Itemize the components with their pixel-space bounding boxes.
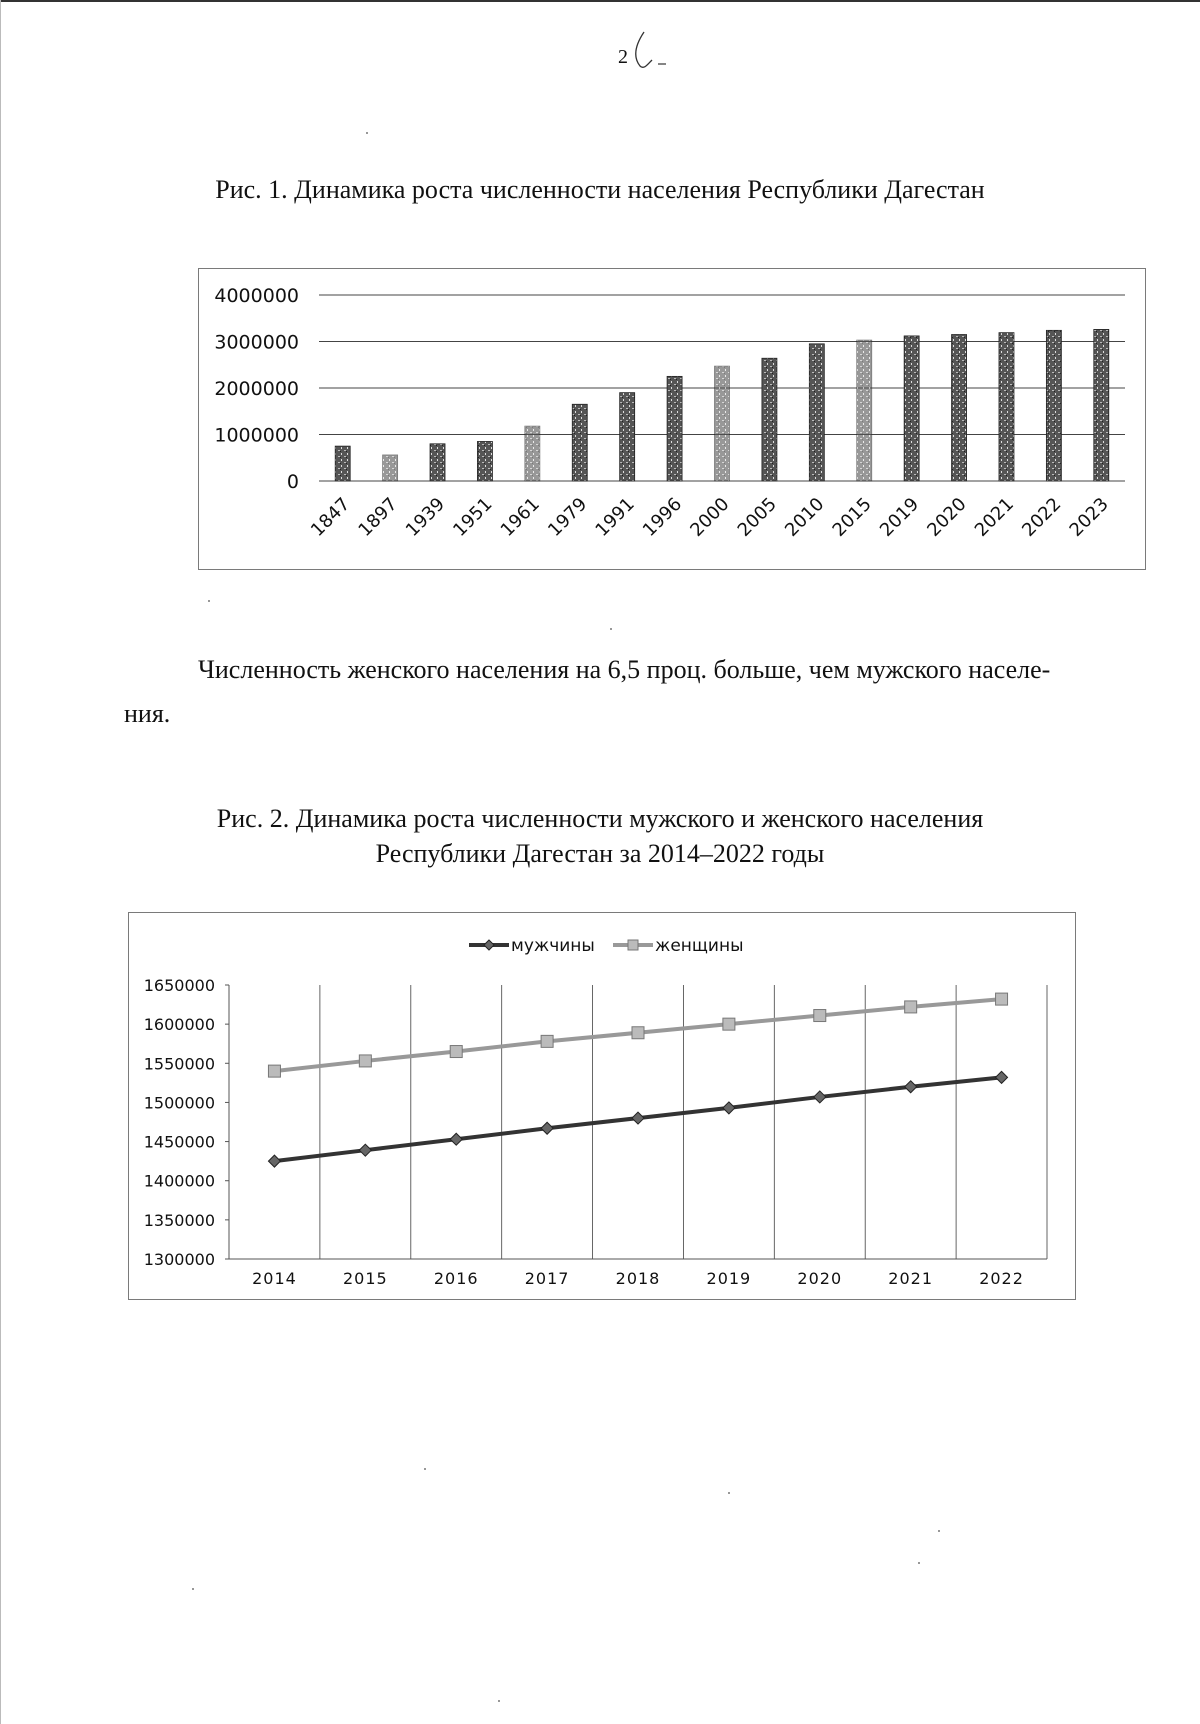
figure2-caption-line1: Рис. 2. Динамика роста численности мужского и женского населения xyxy=(216,804,984,833)
chart2-legend-label: женщины xyxy=(655,936,744,956)
chart1-y-tick-label: 3000000 xyxy=(214,331,299,354)
chart2-y-tick-label: 1500000 xyxy=(143,1093,215,1113)
paragraph-line1: Численность женского населения на 6,5 проц. больше, чем мужского населе- xyxy=(198,655,1051,684)
chart2-y-tick-label: 1400000 xyxy=(143,1171,215,1191)
chart1-bar xyxy=(1046,330,1061,481)
chart2-point-women xyxy=(996,993,1008,1005)
page-number: 2 xyxy=(618,46,628,68)
chart1-x-tick-label: 2000 xyxy=(686,493,734,541)
chart1-bar xyxy=(952,335,967,481)
chart1-x-tick-label: 2021 xyxy=(970,493,1019,541)
figure2-chart-frame xyxy=(128,912,1076,1300)
chart2-point-men xyxy=(632,1112,644,1124)
chart1-x-tick-label: 2019 xyxy=(875,493,924,541)
chart2-x-tick-label: 2015 xyxy=(342,1269,388,1288)
chart1-y-tick-label: 0 xyxy=(286,471,299,493)
scan-border-top xyxy=(0,0,1200,2)
chart1-bar xyxy=(620,393,635,481)
chart1-bar xyxy=(525,426,540,481)
figure1-caption: Рис. 1. Динамика роста численности населения Республики Дагестан xyxy=(215,175,985,204)
chart1-x-tick-label: 2023 xyxy=(1065,493,1113,541)
chart2-legend-label: мужчины xyxy=(511,936,595,956)
chart2-point-men xyxy=(359,1144,371,1156)
chart2-legend-marker xyxy=(484,940,494,950)
chart1-x-tick-label: 1996 xyxy=(638,493,687,541)
scan-speck xyxy=(208,600,210,602)
figure1-bar-chart xyxy=(199,269,1145,569)
chart2-point-men xyxy=(905,1081,917,1093)
chart2-point-men xyxy=(996,1071,1008,1083)
figure1-chart-frame xyxy=(198,268,1146,570)
chart2-point-men xyxy=(450,1133,462,1145)
chart1-bar xyxy=(809,344,824,481)
scan-speck xyxy=(610,628,612,630)
chart2-x-tick-label: 2022 xyxy=(979,1269,1024,1288)
chart2-x-tick-label: 2014 xyxy=(252,1269,297,1288)
chart1-bar xyxy=(715,366,730,481)
chart1-x-tick-label: 1951 xyxy=(449,493,497,541)
chart2-x-tick-label: 2020 xyxy=(797,1269,843,1288)
chart1-bar xyxy=(999,333,1014,481)
chart1-x-tick-label: 2020 xyxy=(923,493,971,541)
chart2-point-women xyxy=(905,1001,917,1013)
chart2-point-women xyxy=(814,1010,826,1022)
chart1-x-tick-label: 1991 xyxy=(591,493,639,541)
chart1-x-tick-label: 1847 xyxy=(306,493,355,541)
chart2-point-women xyxy=(632,1027,644,1039)
scan-speck xyxy=(938,1530,940,1532)
chart2-y-tick-label: 1300000 xyxy=(143,1250,215,1269)
chart1-x-tick-label: 2010 xyxy=(781,493,829,541)
chart1-x-tick-label: 1961 xyxy=(496,493,544,541)
chart1-x-tick-label: 2005 xyxy=(733,493,781,541)
scan-speck xyxy=(424,1468,426,1470)
chart2-y-tick-label: 1450000 xyxy=(143,1132,215,1152)
chart2-point-women xyxy=(541,1035,553,1047)
chart2-x-tick-label: 2019 xyxy=(706,1269,752,1288)
chart2-point-women xyxy=(268,1065,280,1077)
chart2-point-men xyxy=(814,1091,826,1103)
chart1-x-tick-label: 1939 xyxy=(401,493,450,541)
chart1-x-tick-label: 1897 xyxy=(354,493,402,541)
figure2-caption xyxy=(150,801,1050,871)
chart1-bar xyxy=(335,446,350,481)
chart2-point-men xyxy=(268,1155,280,1167)
chart1-bar xyxy=(762,358,777,481)
chart2-y-tick-label: 1350000 xyxy=(143,1210,215,1230)
chart2-point-men xyxy=(541,1122,553,1134)
chart1-bar xyxy=(430,444,445,481)
chart1-x-tick-label: 2022 xyxy=(1018,493,1066,541)
scan-border-left xyxy=(0,0,1,1724)
chart2-x-tick-label: 2017 xyxy=(524,1269,570,1288)
chart2-y-tick-label: 1550000 xyxy=(143,1054,215,1074)
chart2-x-tick-label: 2021 xyxy=(888,1269,934,1288)
figure2-caption-line2: Республики Дагестан за 2014–2022 годы xyxy=(375,839,825,868)
chart2-point-women xyxy=(723,1018,735,1030)
scan-speck xyxy=(728,1492,730,1494)
chart1-bar xyxy=(904,336,919,481)
chart1-y-tick-label: 2000000 xyxy=(214,378,299,400)
chart1-x-tick-label: 2015 xyxy=(828,493,876,541)
scan-speck xyxy=(498,1700,500,1702)
chart2-legend-marker xyxy=(628,940,638,950)
chart2-y-tick-label: 1600000 xyxy=(143,1015,215,1035)
scan-speck xyxy=(918,1562,920,1564)
chart1-bar xyxy=(477,441,492,481)
handwritten-mark xyxy=(630,30,674,80)
chart2-point-men xyxy=(723,1102,735,1114)
chart1-bar xyxy=(383,455,398,481)
scan-speck xyxy=(366,132,368,134)
chart1-x-tick-label: 1979 xyxy=(544,493,592,541)
chart2-x-tick-label: 2016 xyxy=(433,1269,479,1288)
chart1-bar xyxy=(667,376,682,481)
chart1-bar xyxy=(572,404,587,481)
chart2-point-women xyxy=(359,1055,371,1067)
chart1-y-tick-label: 4000000 xyxy=(214,285,299,307)
chart1-bar xyxy=(857,340,872,481)
chart1-bar xyxy=(1094,329,1109,481)
paragraph-line2: ния. xyxy=(124,699,171,728)
chart2-y-tick-label: 1650000 xyxy=(143,976,215,995)
figure2-line-chart xyxy=(129,913,1075,1299)
chart2-x-tick-label: 2018 xyxy=(615,1269,661,1288)
chart2-point-women xyxy=(450,1046,462,1058)
chart1-y-tick-label: 1000000 xyxy=(214,424,299,447)
scan-speck xyxy=(192,1588,194,1590)
